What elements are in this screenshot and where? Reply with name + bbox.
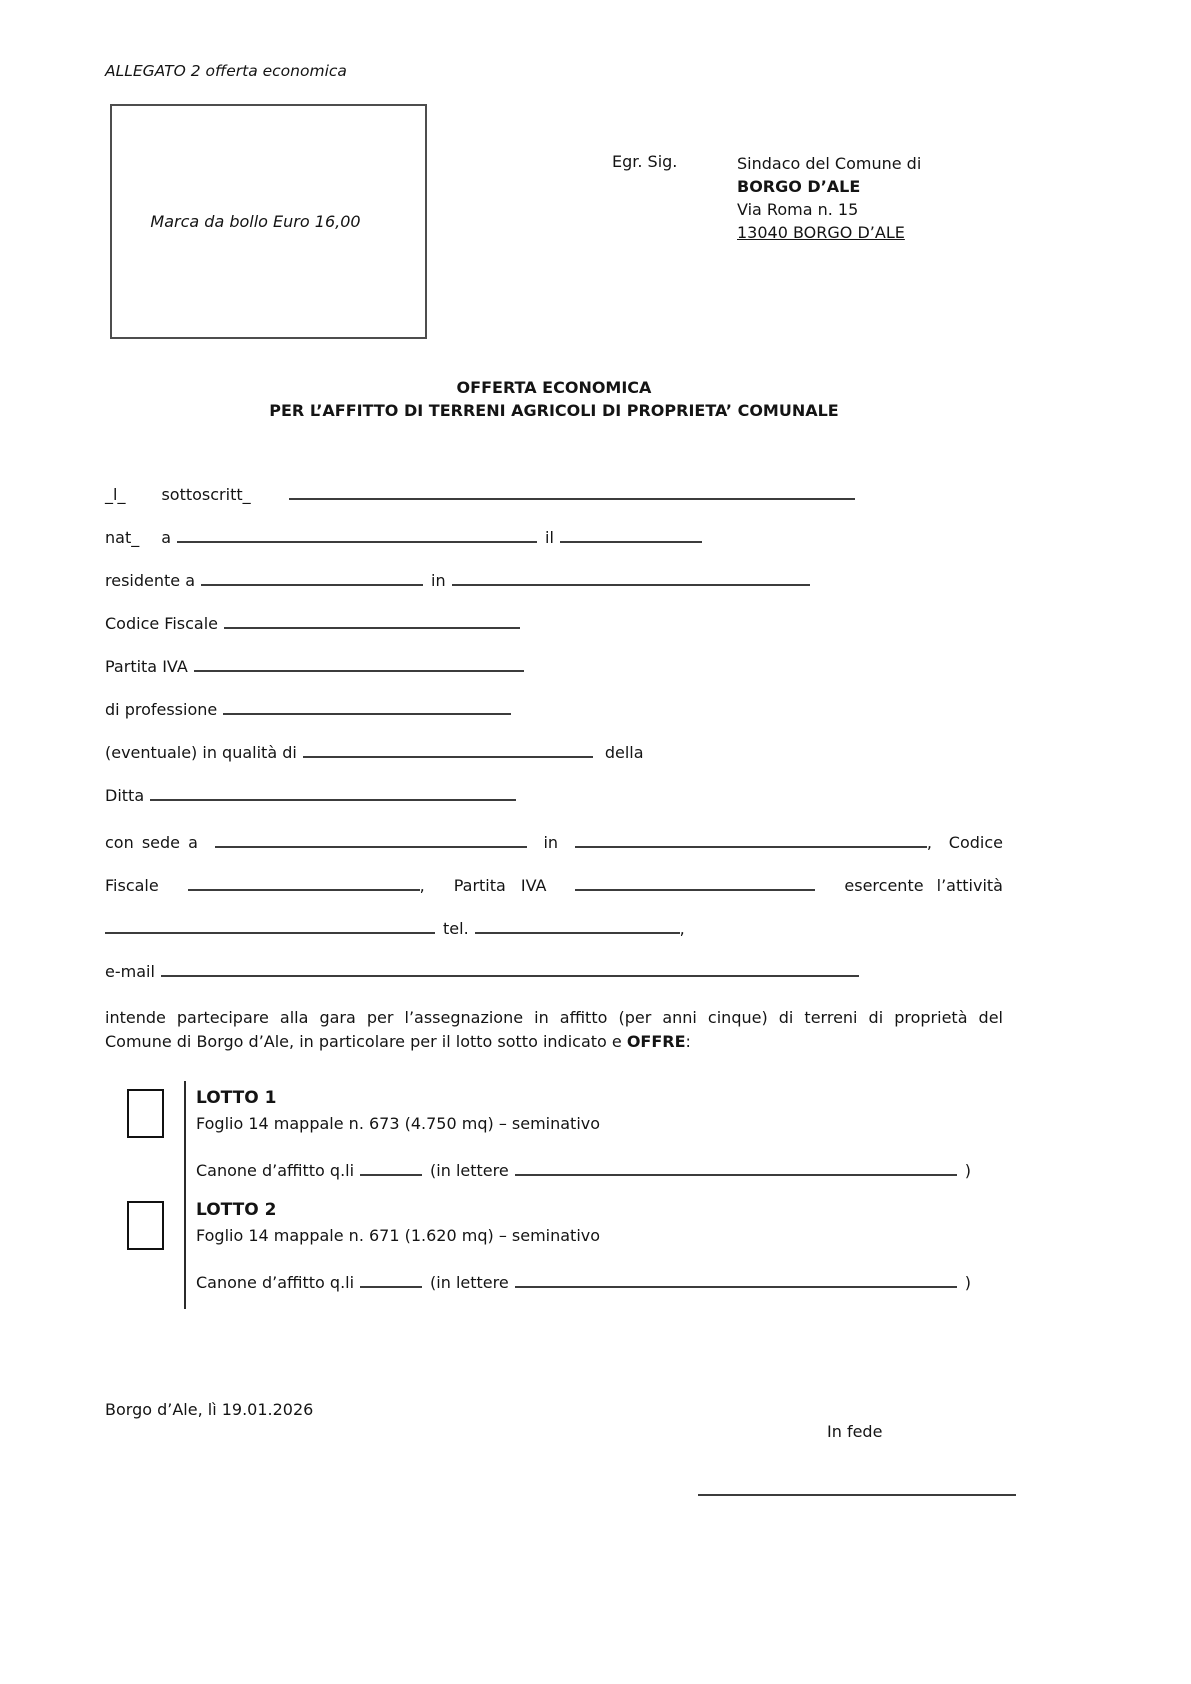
recipient-street: Via Roma n. 15 bbox=[737, 200, 859, 219]
in-fede-label: In fede bbox=[827, 1422, 883, 1441]
residence-city-blank[interactable] bbox=[201, 570, 423, 586]
comma-3: , bbox=[679, 919, 685, 938]
lotto-2-rent-mid-label: (in lettere bbox=[430, 1273, 509, 1292]
lotto-1-description: Foglio 14 mappale n. 673 (4.750 mq) – seminativo bbox=[196, 1114, 601, 1133]
activity-blank[interactable] bbox=[105, 918, 435, 934]
company-seat-address-blank[interactable] bbox=[575, 832, 927, 848]
lotto-2-title: LOTTO 2 bbox=[196, 1200, 277, 1220]
recipient-address-block bbox=[737, 152, 921, 244]
lotto-1-letters-blank[interactable] bbox=[515, 1160, 957, 1176]
born-on-label: il bbox=[545, 528, 554, 547]
email-blank[interactable] bbox=[161, 961, 859, 977]
document-title-line1: OFFERTA ECONOMICA bbox=[456, 378, 652, 397]
comma-2: , bbox=[419, 876, 425, 895]
recipient-municipality: BORGO D’ALE bbox=[737, 177, 861, 196]
fiscal-code-blank[interactable] bbox=[224, 613, 520, 629]
born-at-label: a bbox=[161, 528, 172, 547]
recipient-name-line: Sindaco del Comune di bbox=[737, 154, 922, 173]
form-line-company bbox=[105, 785, 1003, 805]
company-seat-city-blank[interactable] bbox=[215, 832, 527, 848]
form-line-fiscal-code bbox=[105, 613, 1003, 633]
company-name-blank[interactable] bbox=[150, 785, 516, 801]
lotto-1-quantity-blank[interactable] bbox=[360, 1160, 422, 1176]
lotto-2-description: Foglio 14 mappale n. 671 (1.620 mq) – seminativo bbox=[196, 1226, 601, 1245]
company-seat-label: con sede a bbox=[105, 833, 198, 852]
form-line-email bbox=[105, 961, 1003, 981]
vat-blank[interactable] bbox=[194, 656, 524, 672]
signature-blank[interactable] bbox=[698, 1494, 1016, 1496]
subscriber-name-blank[interactable] bbox=[289, 484, 855, 500]
document-title-line2: PER L’AFFITTO DI TERRENI AGRICOLI DI PROPRIETA’ COMUNALE bbox=[269, 401, 839, 420]
tel-blank[interactable] bbox=[475, 918, 680, 934]
birth-place-blank[interactable] bbox=[177, 527, 537, 543]
form-line-profession bbox=[105, 699, 1003, 719]
company-label: Ditta bbox=[105, 786, 145, 805]
lotto-2-checkbox[interactable] bbox=[127, 1201, 164, 1250]
company-vat-label: Partita IVA bbox=[453, 876, 547, 895]
company-vat-blank[interactable] bbox=[575, 875, 815, 891]
quality-blank[interactable] bbox=[303, 742, 593, 758]
form-line-activity-tel bbox=[105, 918, 1003, 938]
company-seat-in-label: in bbox=[543, 833, 559, 852]
form-line-subscriber bbox=[105, 484, 1003, 504]
lotto-2-canone-line bbox=[196, 1272, 971, 1292]
lotto-1-rent-label: Canone d’affitto q.li bbox=[196, 1161, 355, 1180]
recipient-postal-city: 13040 BORGO D’ALE bbox=[737, 223, 905, 242]
quality-label: (eventuale) in qualità di bbox=[105, 743, 297, 762]
stamp-box bbox=[110, 104, 427, 339]
comma-1: , bbox=[926, 833, 932, 852]
quality-suffix-label: della bbox=[604, 743, 644, 762]
subscriber-prefix: _l_ bbox=[105, 485, 126, 504]
profession-label: di professione bbox=[105, 700, 218, 719]
lotto-1-rent-close: ) bbox=[964, 1161, 971, 1180]
lotto-2-rent-label: Canone d’affitto q.li bbox=[196, 1273, 355, 1292]
lotto-1-checkbox[interactable] bbox=[127, 1089, 164, 1138]
company-activity-label: esercente l’attività bbox=[844, 876, 1003, 895]
resident-label: residente a bbox=[105, 571, 195, 590]
company-seat-suffix-label: Codice bbox=[948, 833, 1003, 852]
place-date-line: Borgo d’Ale, lì 19.01.2026 bbox=[105, 1400, 314, 1419]
allegato-note: ALLEGATO 2 offerta economica bbox=[105, 62, 347, 80]
lotto-1-title: LOTTO 1 bbox=[196, 1088, 277, 1108]
form-line-vat bbox=[105, 656, 1003, 676]
intro-offre-word: OFFRE bbox=[626, 1031, 686, 1051]
tel-label: tel. bbox=[443, 919, 469, 938]
birth-date-blank[interactable] bbox=[560, 527, 702, 543]
profession-blank[interactable] bbox=[223, 699, 511, 715]
form-line-quality bbox=[105, 742, 1003, 762]
intro-line1: intende partecipare alla gara per l’assegnazione in affitto (per anni cinque) di terreni di proprietà del bbox=[105, 1008, 1003, 1027]
form-line-company-fiscal bbox=[105, 875, 1003, 895]
lots-divider-line bbox=[184, 1081, 186, 1309]
vat-label: Partita IVA bbox=[105, 657, 188, 676]
company-fiscal-blank[interactable] bbox=[188, 875, 420, 891]
lotto-1-canone-line bbox=[196, 1160, 971, 1180]
lotto-2-rent-close: ) bbox=[964, 1273, 971, 1292]
lotto-1-rent-mid-label: (in lettere bbox=[430, 1161, 509, 1180]
document-title bbox=[105, 376, 1003, 422]
email-label: e-mail bbox=[105, 962, 155, 981]
form-line-company-seat bbox=[105, 832, 1003, 852]
stamp-box-label: Marca da bollo Euro 16,00 bbox=[150, 212, 361, 231]
lotto-2-letters-blank[interactable] bbox=[515, 1272, 957, 1288]
residence-address-blank[interactable] bbox=[452, 570, 810, 586]
company-fiscal-label: Fiscale bbox=[105, 876, 159, 895]
resident-in-label: in bbox=[431, 571, 446, 590]
lotto-2-quantity-blank[interactable] bbox=[360, 1272, 422, 1288]
form-line-birth bbox=[105, 527, 1003, 547]
intro-line2 bbox=[105, 1032, 691, 1051]
fiscal-code-label: Codice Fiscale bbox=[105, 614, 218, 633]
born-prefix: nat_ bbox=[105, 528, 140, 547]
intro-line2-suffix: : bbox=[685, 1031, 691, 1051]
recipient-salutation: Egr. Sig. bbox=[612, 152, 678, 171]
intro-paragraph bbox=[105, 1006, 1003, 1053]
subscriber-label: sottoscritt_ bbox=[161, 485, 251, 504]
form-line-residence bbox=[105, 570, 1003, 590]
intro-line2-pre: Comune di Borgo d’Ale, in particolare per il lotto sotto indicato e bbox=[105, 1031, 627, 1051]
